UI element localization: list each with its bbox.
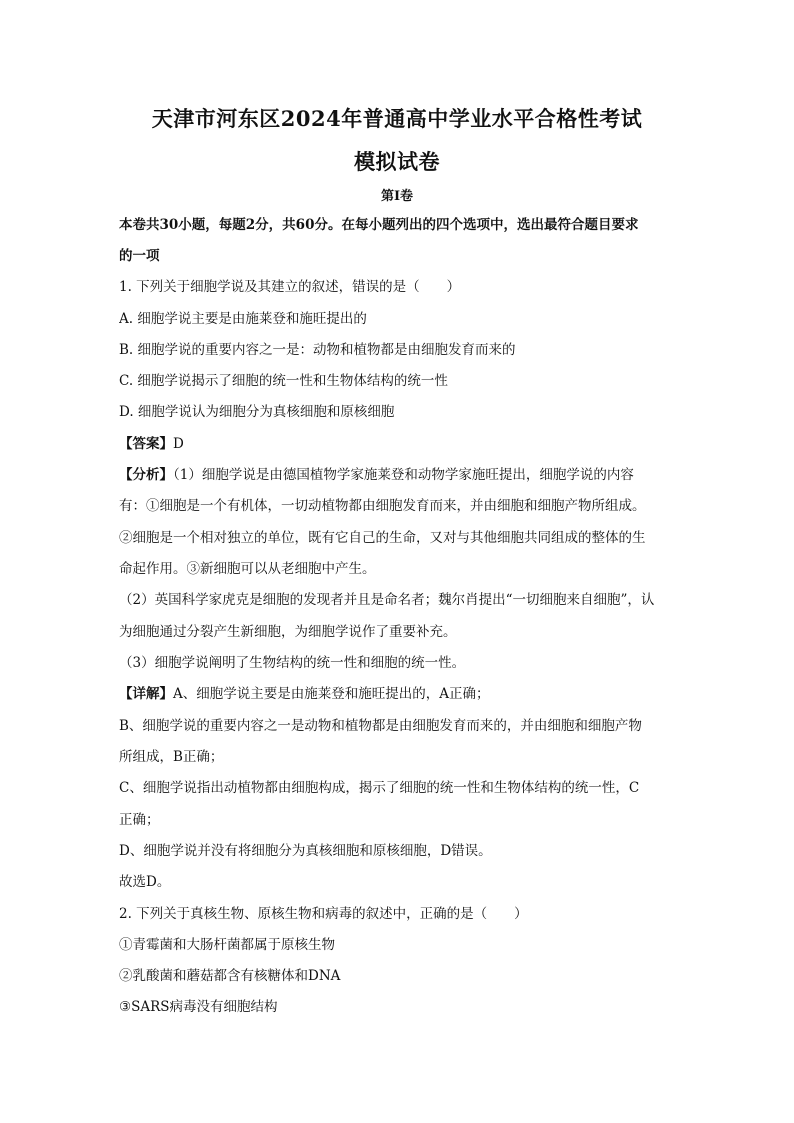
detail-tag: 【详解】 [119,686,173,702]
q1-option-b: B. 细胞学说的重要内容之一是：动物和植物都是由细胞发育而来的 [119,342,516,358]
q1-analysis-line-6: 为细胞通过分裂产生新细胞，为细胞学说作了重要补充。 [119,624,457,640]
instructions-line-2: 的一项 [119,248,160,264]
q1-option-c: C. 细胞学说揭示了细胞的统一性和生物体结构的统一性 [119,373,448,389]
q2-item-2: ②乳酸菌和蘑菇都含有核糖体和DNA [119,968,341,984]
q1-option-d: D. 细胞学说认为细胞分为真核细胞和原核细胞 [119,404,395,420]
q1-detail-line-6: D、细胞学说并没有将细胞分为真核细胞和原核细胞，D错误。 [119,843,492,859]
answer-value: D [173,436,184,452]
q1-detail-line-5: 正确； [119,812,160,828]
q2-stem: 2. 下列关于真核生物、原核生物和病毒的叙述中，正确的是（ ） [119,906,528,922]
answer-tag: 【答案】 [119,436,173,452]
q1-analysis-line-7: （3）细胞学说阐明了生物结构的统一性和细胞的统一性。 [119,655,466,671]
q1-analysis-line-2: 有：①细胞是一个有机体，一切动植物都由细胞发育而来，并由细胞和细胞产物所组成。 [119,498,646,514]
q1-analysis-line-3: ②细胞是一个相对独立的单位，既有它自己的生命，又对与其他细胞共同组成的整体的生 [119,530,646,546]
q1-detail-line-1 [119,684,679,704]
q2-item-1: ①青霉菌和大肠杆菌都属于原核生物 [119,937,335,953]
q1-analysis-line-4: 命起作用。③新细胞可以从老细胞中产生。 [119,561,376,577]
detail-text: A、细胞学说主要是由施莱登和施旺提出的，A正确； [173,686,490,702]
instructions-line-1: 本卷共30小题，每题2分，共60分。在每小题列出的四个选项中，选出最符合题目要求 [119,217,639,233]
analysis-text: （1）细胞学说是由德国植物学家施莱登和动物学家施旺提出，细胞学说的内容 [173,467,634,483]
q1-answer [119,434,679,454]
q1-analysis-line-5: （2）英国科学家虎克是细胞的发现者并且是命名者；魏尔肖提出“一切细胞来自细胞”，认 [119,592,655,608]
q1-detail-line-2: B、细胞学说的重要内容之一是动物和植物都是由细胞发育而来的，并由细胞和细胞产物 [119,718,642,734]
q1-option-a: A. 细胞学说主要是由施莱登和施旺提出的 [119,311,367,327]
volume-label: 第Ⅰ卷 [380,189,414,204]
q1-stem: 1. 下列关于细胞学说及其建立的叙述，错误的是（ ） [119,279,461,295]
exam-subtitle: 模拟试卷 [354,149,440,174]
q1-detail-line-3: 所组成，B正确； [119,749,224,765]
q1-detail-line-7: 故选D。 [119,874,171,890]
exam-title: 天津市河东区2024年普通高中学业水平合格性考试 [151,106,643,131]
q1-analysis-line-1 [119,465,679,485]
analysis-tag: 【分析】 [119,467,173,483]
q1-detail-line-4: C、细胞学说指出动植物都由细胞构成，揭示了细胞的统一性和生物体结构的统一性，C [119,780,640,796]
q2-item-3: ③SARS病毒没有细胞结构 [119,999,278,1015]
